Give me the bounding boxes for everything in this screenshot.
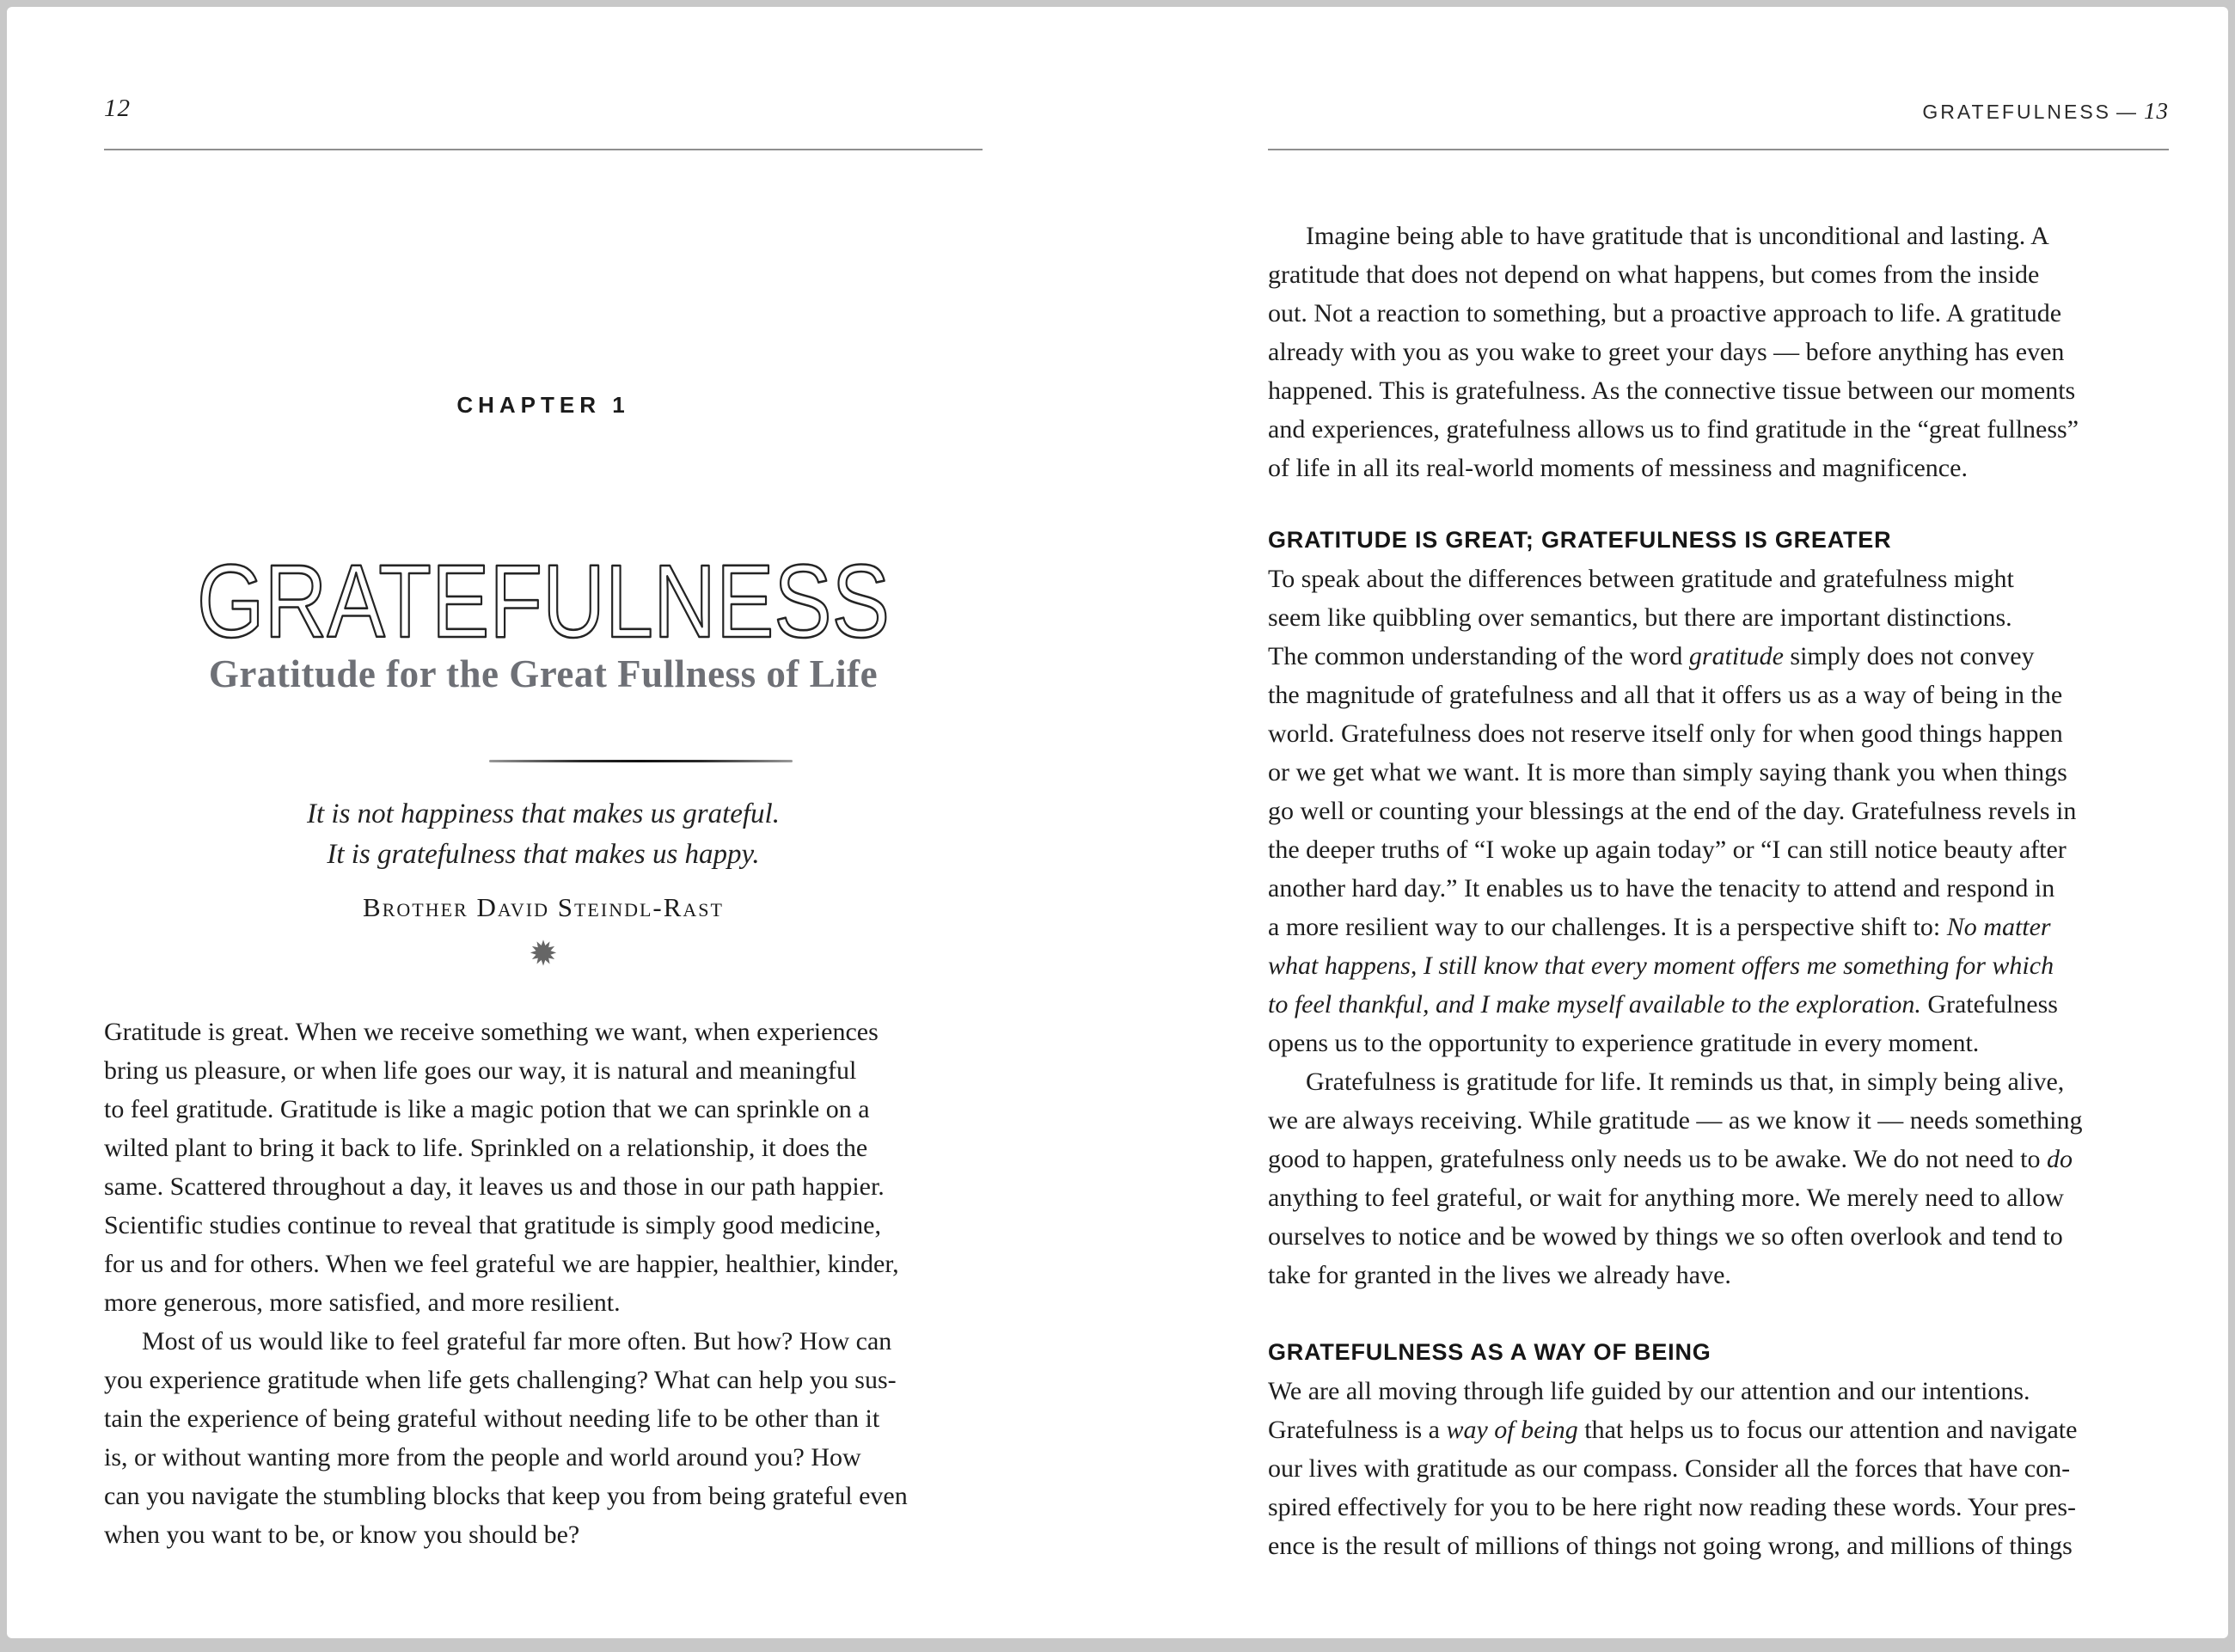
text-line: take for granted in the lives we already have. bbox=[1268, 1261, 1731, 1289]
text-line: go well or counting your blessings at the end of the day. Gratefulness revels in bbox=[1268, 797, 2077, 825]
text-line: gratitude that does not depend on what happens, but comes from the inside bbox=[1268, 260, 2040, 289]
text-line: bring us pleasure, or when life goes our way, it is natural and meaningful bbox=[104, 1056, 857, 1085]
text-line: Gratitude is great. When we receive something we want, when experiences bbox=[104, 1018, 879, 1046]
text-line: seem like quibbling over semantics, but there are important distinctions. bbox=[1268, 603, 2012, 632]
paragraph-intro bbox=[104, 1013, 983, 1322]
text-line: the magnitude of gratefulness and all that it offers us as a way of being in the bbox=[1268, 681, 2063, 709]
running-head bbox=[1922, 98, 2169, 125]
section-heading-way-of-being: GRATEFULNESS AS A WAY OF BEING bbox=[1268, 1339, 1711, 1365]
text-line: what happens, I still know that every moment offers me something for which bbox=[1268, 951, 2054, 980]
text-line: out. Not a reaction to something, but a proactive approach to life. A gratitude bbox=[1268, 299, 2062, 327]
running-head-separator: — bbox=[2116, 101, 2139, 123]
text-line: Gratefulness is a way of being that helps us to focus our attention and navigate bbox=[1268, 1416, 2078, 1444]
text-line: is, or without wanting more from the people and world around you? How bbox=[104, 1443, 861, 1472]
star-ornament-icon: ✹ bbox=[529, 934, 558, 974]
text-line: the deeper truths of “I woke up again today” or “I can still notice beauty after bbox=[1268, 835, 2067, 864]
epigraph-attribution: Brother David Steindl-Rast bbox=[363, 892, 724, 922]
text-line: and experiences, gratefulness allows us to find gratitude in the “great fullness” bbox=[1268, 415, 2079, 444]
page-number-left: 12 bbox=[104, 95, 131, 122]
text-line: We are all moving through life guided by our attention and our intentions. bbox=[1268, 1377, 2030, 1405]
header-rule-right bbox=[1268, 149, 2169, 150]
text-line: opens us to the opportunity to experience gratitude in every moment. bbox=[1268, 1029, 1980, 1057]
epigraph-divider bbox=[489, 760, 793, 762]
text-line: ourselves to notice and be wowed by things we so often overlook and tend to bbox=[1268, 1222, 2063, 1251]
paragraph-gratitude-for-life bbox=[1268, 1062, 2169, 1294]
text-line: It is not happiness that makes us grateful. bbox=[307, 798, 780, 829]
paragraph-imagine bbox=[1268, 217, 2169, 487]
text-line: already with you as you wake to greet your days — before anything has even bbox=[1268, 338, 2065, 366]
text-line: anything to feel grateful, or wait for anything more. We merely need to allow bbox=[1268, 1184, 2064, 1212]
text-line: to feel thankful, and I make myself available to the exploration. Gratefulness bbox=[1268, 990, 2058, 1019]
book-sheet bbox=[7, 7, 2228, 1638]
text-line: same. Scattered throughout a day, it leaves us and those in our path happier. bbox=[104, 1172, 885, 1201]
paragraph-differences bbox=[1268, 560, 2169, 1062]
page-right bbox=[1268, 7, 2169, 1638]
section-heading-gratitude-is-great: GRATITUDE IS GREAT; GRATEFULNESS IS GREATER bbox=[1268, 527, 1892, 553]
epigraph bbox=[104, 794, 983, 875]
text-line: to feel gratitude. Gratitude is like a magic potion that we can sprinkle on a bbox=[104, 1095, 870, 1123]
text-line: The common understanding of the word gratitude simply does not convey bbox=[1268, 642, 2035, 670]
paragraph-questions bbox=[104, 1322, 983, 1554]
page-number-right: 13 bbox=[2144, 98, 2169, 124]
text-line: happened. This is gratefulness. As the connective tissue between our moments bbox=[1268, 376, 2076, 405]
text-line: a more resilient way to our challenges. It is a perspective shift to: No matter bbox=[1268, 913, 2051, 941]
text-line: you experience gratitude when life gets challenging? What can help you sus- bbox=[104, 1366, 897, 1394]
text-line: or we get what we want. It is more than simply saying thank you when things bbox=[1268, 758, 2067, 786]
chapter-subtitle: Gratitude for the Great Fullness of Life bbox=[208, 652, 879, 695]
text-line: can you navigate the stumbling blocks that keep you from being grateful even bbox=[104, 1482, 908, 1510]
chapter-title bbox=[104, 533, 983, 662]
text-line: we are always receiving. While gratitude — as we know it — needs something bbox=[1268, 1106, 2083, 1135]
body-text-left bbox=[104, 1013, 983, 1554]
text-line: spired effectively for you to be here right now reading these words. Your pres- bbox=[1268, 1493, 2077, 1521]
chapter-label: CHAPTER 1 bbox=[456, 392, 630, 418]
text-line: more generous, more satisfied, and more resilient. bbox=[104, 1288, 621, 1317]
text-line: ence is the result of millions of things not going wrong, and millions of things bbox=[1268, 1532, 2073, 1560]
header-rule-left bbox=[104, 149, 983, 150]
text-line: tain the experience of being grateful without needing life to be other than it bbox=[104, 1404, 880, 1433]
text-line: Imagine being able to have gratitude that is unconditional and lasting. A bbox=[1306, 222, 2049, 250]
text-line: wilted plant to bring it back to life. Sprinkled on a relationship, it does the bbox=[104, 1134, 868, 1162]
text-line: when you want to be, or know you should be? bbox=[104, 1520, 580, 1549]
text-line: another hard day.” It enables us to have the tenacity to attend and respond in bbox=[1268, 874, 2055, 902]
text-line: Gratefulness is gratitude for life. It reminds us that, in simply being alive, bbox=[1306, 1068, 2065, 1096]
page-left bbox=[104, 7, 983, 1638]
text-line: Most of us would like to feel grateful far more often. But how? How can bbox=[142, 1327, 892, 1355]
text-line: of life in all its real-world moments of messiness and magnificence. bbox=[1268, 454, 1968, 482]
text-line: good to happen, gratefulness only needs us to be awake. We do not need to do bbox=[1268, 1145, 2073, 1173]
running-head-title: GRATEFULNESS bbox=[1922, 101, 2111, 123]
text-line: our lives with gratitude as our compass. Consider all the forces that have con- bbox=[1268, 1454, 2071, 1483]
body-text-right bbox=[1268, 217, 2169, 1565]
text-line: Scientific studies continue to reveal that gratitude is simply good medicine, bbox=[104, 1211, 881, 1239]
chapter-title-text: GRATEFULNESS bbox=[197, 542, 890, 659]
text-line: for us and for others. When we feel grateful we are happier, healthier, kinder, bbox=[104, 1250, 899, 1278]
text-line: world. Gratefulness does not reserve itself only for when good things happen bbox=[1268, 719, 2063, 748]
text-line: It is gratefulness that makes us happy. bbox=[327, 839, 760, 870]
paragraph-way-of-being bbox=[1268, 1372, 2169, 1565]
text-line: To speak about the differences between gratitude and gratefulness might bbox=[1268, 565, 2014, 593]
